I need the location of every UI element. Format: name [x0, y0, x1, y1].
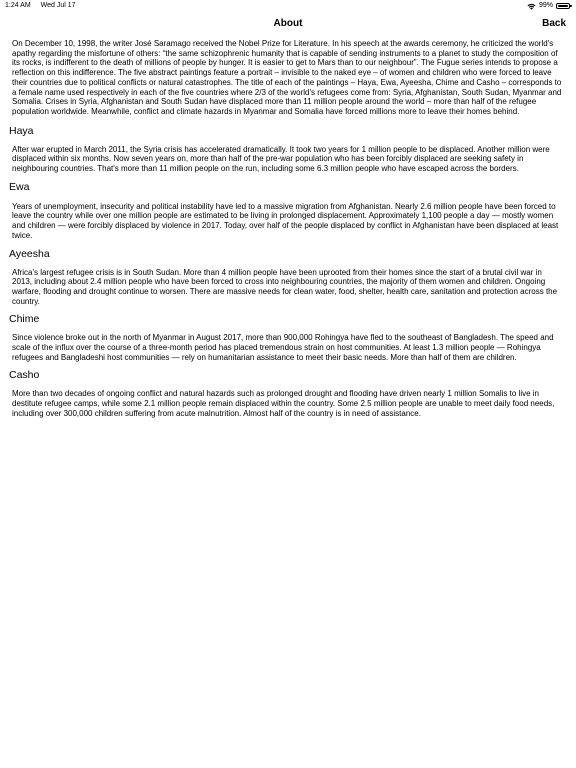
status-time: 1:24 AM — [5, 2, 31, 9]
wifi-icon — [527, 3, 536, 10]
status-date: Wed Jul 17 — [40, 2, 76, 9]
section-heading: Ewa — [9, 180, 30, 193]
section-body: More than two decades of ongoing conflict and natural hazards such as prolonged drought and flooding have driven nearly 1 million Somalis to live in destitute refugee camps, while some 2.1 million people remain displaced within the country. Some 2.5 million people are unable to meet daily food needs, including over 300,000 children suffering from acute malnutrition. Almost half of the country is in need of assistance. — [12, 389, 555, 418]
navigation-bar — [0, 12, 576, 36]
section-body: Since violence broke out in the north of Myanmar in August 2017, more than 900,000 Rohingya have fled to the southeast of Bangladesh. The speed and scale of the influx over the course of a three-month period has placed tremendous strain on host communities. At least 1.3 million people — Rohingya refugees and Bangladeshi host communities — rely on humanitarian assistance to meet their basic needs. More than half of them are children. — [12, 333, 554, 362]
section-ewa — [9, 180, 564, 241]
section-casho — [9, 369, 564, 418]
section-haya — [9, 124, 564, 174]
section-body: Years of unemployment, insecurity and political instability have led to a massive migration from Afghanistan. Nearly 2.6 million people have been forced to leave the country while over one million people are estimated to be living in prolonged displacement. Approximately 1,100 people a day — mostly women and children — were forcibly displaced by violence in 2017. Today, over half of the people displaced by conflict in Afghanistan have been displaced at least twice. — [12, 201, 559, 240]
section-heading: Haya — [9, 124, 34, 137]
section-heading: Casho — [9, 369, 40, 382]
battery-percent: 99% — [538, 2, 553, 9]
section-body: After war erupted in March 2011, the Syria crisis has accelerated dramatically. It took two years for 1 million people to be displaced. Another million were displaced within six months. Now seven years on, more than half of the pre-war population who has been forcibly displaced are seeking safety in neighbouring countries. That's more than 11 million people on the run, including some 6.3 million people who have escaped across the borders. — [12, 144, 550, 174]
section-chime — [9, 313, 564, 362]
section-body: Africa's largest refugee crisis is in South Sudan. More than 4 million people have been uprooted from their homes since the start of a brutal civil war in 2013, including about 2.4 million people who have been forced to cross into neighbouring countries, the majority of them women and children. Ongoing warfare, flooding and drought continue to worsen. There are massive needs for clean water, food, shelter, health care, sanitation and protection across the country. — [12, 267, 558, 306]
status-left — [5, 0, 84, 12]
battery-icon — [556, 3, 570, 9]
battery-nub — [570, 5, 572, 7]
page-title: About — [273, 18, 303, 29]
section-heading: Chime — [9, 313, 40, 326]
section-ayeesha — [9, 247, 564, 307]
about-content[interactable] — [9, 39, 564, 419]
intro-paragraph: On December 10, 1998, the writer José Saramago received the Nobel Prize for Literature. In his speech at the awards ceremony, he criticized the world's apathy regarding the misfortune of others: “the same schizophrenic humanity that is capable of sending instruments to a planet to study the composition of its rocks, is indifferent to the death of millions of people by hunger. It is easier to get to Mars than to our neighbour”. The Fugue series intends to propose a reflection on this indifference. The five abstract paintings feature a portrait – invisible to the naked eye – of women and children who were forced to leave their countries due to political conflicts or natural catastrophes. The title of each of the paintings – Haya, Ewa, Ayeesha, Chime and Casho – corresponds to a female name used respectively in each of the five countries where 2/3 of the world's refugees come from: Syria, Afghanistan, South Sudan, Myanmar and Somalia. Crises in Syria, Afghanistan and South Sudan have displaced more than 11 million people around the world – more than half of the refugee population worldwide. Meanwhile, conflict and climate hazards in Myanmar and Somalia have forced millions more to leave their homes behind. — [12, 39, 562, 116]
battery-fill — [558, 5, 568, 7]
section-heading: Ayeesha — [9, 247, 50, 260]
back-button[interactable]: Back — [542, 18, 566, 29]
status-bar — [0, 0, 576, 12]
status-right — [527, 0, 570, 12]
